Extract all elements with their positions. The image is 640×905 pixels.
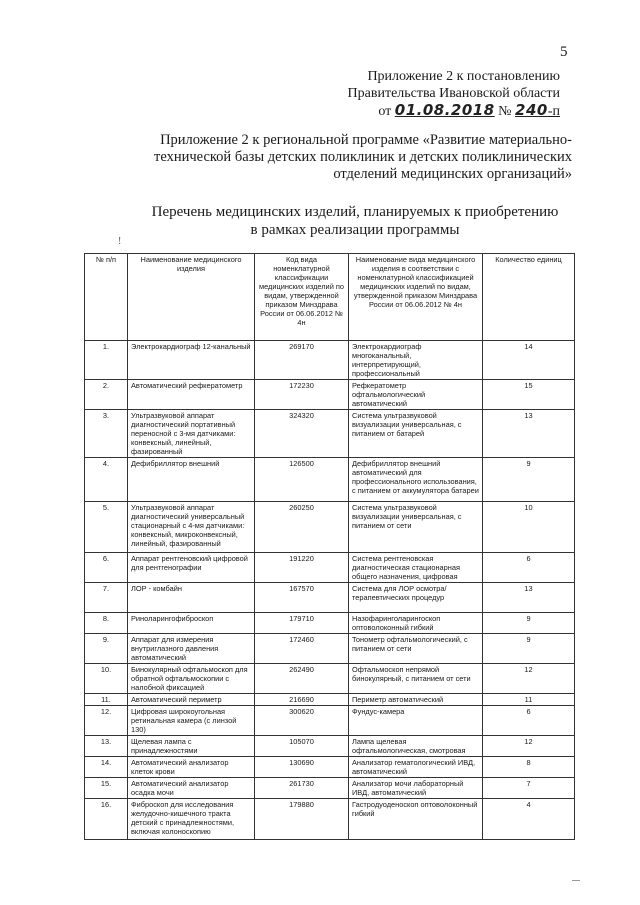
table-row (85, 706, 575, 736)
program-heading: Приложение 2 к региональной программе «Развитие материально-технической базы детских поликлиник и детских поликлинических отделений медицинских организаций» (154, 132, 572, 182)
row-number: 11. (85, 694, 128, 706)
classification-code: 324320 (255, 410, 349, 458)
device-type: Анализатор мочи лабораторный ИВД, автоматический (349, 778, 483, 799)
device-name: Бинокулярный офтальмоскоп для обратной офтальмоскопии с налобной фиксацией (128, 664, 255, 694)
corner-mark (572, 880, 580, 881)
header-type: Наименование вида медицинского изделия в соответствии с номенклатурной классификацией медицинских изделий по видам, утвержденной приказом Минздрава России от 06.06.2012 № 4н (349, 254, 483, 341)
quantity: 11 (483, 694, 575, 706)
classification-code: 179710 (255, 613, 349, 634)
device-name: Электрокардиограф 12-канальный (128, 341, 255, 380)
page-number: 5 (560, 44, 568, 60)
row-number: 6. (85, 553, 128, 583)
device-name: Автоматический периметр (128, 694, 255, 706)
table-header-row (85, 254, 575, 341)
device-name: Аппарат для измерения внутриглазного давления автоматический (128, 634, 255, 664)
row-number: 9. (85, 634, 128, 664)
classification-code: 179880 (255, 799, 349, 840)
device-name: Дефибриллятор внешний (128, 458, 255, 502)
device-name: Автоматический анализатор осадка мочи (128, 778, 255, 799)
quantity: 13 (483, 410, 575, 458)
quantity: 7 (483, 778, 575, 799)
row-number: 5. (85, 502, 128, 553)
row-number: 2. (85, 380, 128, 410)
table-row (85, 634, 575, 664)
table-row (85, 380, 575, 410)
from-label: от (378, 104, 392, 119)
classification-code: 172460 (255, 634, 349, 664)
row-number: 15. (85, 778, 128, 799)
quantity: 9 (483, 634, 575, 664)
classification-code: 105070 (255, 736, 349, 757)
classification-code: 261730 (255, 778, 349, 799)
table-body (85, 341, 575, 840)
header-qty: Количество единиц (483, 254, 575, 341)
appendix-header-line1: Приложение 2 к постановлению (367, 69, 560, 84)
device-type: Офтальмоскоп непрямой бинокулярный, с питанием от сети (349, 664, 483, 694)
device-type: Лампа щелевая офтальмологическая, смотровая (349, 736, 483, 757)
device-type: Рефкератометр офтальмологический автоматический (349, 380, 483, 410)
device-name: Ультразвуковой аппарат диагностический универсальный стационарный с 4-мя датчиками: конвексный, микроконвексный, линейный, фазированный (128, 502, 255, 553)
device-type: Дефибриллятор внешний автоматический для профессионального использования, с питанием от аккумулятора батареи (349, 458, 483, 502)
number-label: № (498, 104, 512, 119)
device-name: Автоматический рефкератометр (128, 380, 255, 410)
classification-code: 216690 (255, 694, 349, 706)
device-type: Анализатор гематологический ИВД, автоматический (349, 757, 483, 778)
table-row (85, 341, 575, 380)
row-number: 10. (85, 664, 128, 694)
device-type: Фундус-камера (349, 706, 483, 736)
device-type: Тонометр офтальмологический, с питанием от сети (349, 634, 483, 664)
row-number: 3. (85, 410, 128, 458)
appendix-header-date-number (378, 102, 560, 120)
classification-code: 126500 (255, 458, 349, 502)
classification-code: 191220 (255, 553, 349, 583)
classification-code: 172230 (255, 380, 349, 410)
device-name: Автоматический анализатор клеток крови (128, 757, 255, 778)
device-type: Система ультразвуковой визуализации универсальная, с питанием от батарей (349, 410, 483, 458)
handwritten-number: 240 (515, 101, 548, 119)
header-name: Наименование медицинского изделия (128, 254, 255, 341)
device-name: Аппарат рентгеновский цифровой для рентгенографии (128, 553, 255, 583)
quantity: 6 (483, 706, 575, 736)
quantity: 10 (483, 502, 575, 553)
row-number: 13. (85, 736, 128, 757)
classification-code: 300620 (255, 706, 349, 736)
table-row (85, 410, 575, 458)
table-row (85, 778, 575, 799)
device-type: Гастродуоденоскоп оптоволоконный гибкий (349, 799, 483, 840)
row-number: 8. (85, 613, 128, 634)
row-number: 4. (85, 458, 128, 502)
table-row (85, 694, 575, 706)
table-row (85, 799, 575, 840)
table-row (85, 757, 575, 778)
device-type: Система ультразвуковой визуализации универсальная, с питанием от сети (349, 502, 483, 553)
quantity: 15 (483, 380, 575, 410)
classification-code: 130690 (255, 757, 349, 778)
row-number: 1. (85, 341, 128, 380)
table-row (85, 583, 575, 613)
quantity: 14 (483, 341, 575, 380)
device-type: Система для ЛОР осмотра/терапевтических процедур (349, 583, 483, 613)
table-row (85, 736, 575, 757)
row-number: 14. (85, 757, 128, 778)
device-name: Фиброскоп для исследования желудочно-кишечного тракта детский с принадлежностями, включая колоноскопию (128, 799, 255, 840)
classification-code: 167570 (255, 583, 349, 613)
row-number: 12. (85, 706, 128, 736)
device-type: Система рентгеновская диагностическая стационарная общего назначения, цифровая (349, 553, 483, 583)
device-type: Электрокардиограф многоканальный, интерпретирующий, профессиональный (349, 341, 483, 380)
classification-code: 269170 (255, 341, 349, 380)
device-name: Цифровая широкоугольная ретинальная камера (с линзой 130) (128, 706, 255, 736)
table-row (85, 458, 575, 502)
appendix-header-line2: Правительства Ивановской области (347, 86, 560, 101)
device-type: Назофаринголарингоскоп оптоволоконный гибкий (349, 613, 483, 634)
list-title: Перечень медицинских изделий, планируемых к приобретению в рамках реализации программы (151, 204, 559, 238)
equipment-table (84, 253, 575, 840)
quantity: 12 (483, 736, 575, 757)
device-name: ЛОР - комбайн (128, 583, 255, 613)
row-number: 7. (85, 583, 128, 613)
row-number: 16. (85, 799, 128, 840)
quantity: 9 (483, 458, 575, 502)
quantity: 9 (483, 613, 575, 634)
quantity: 8 (483, 757, 575, 778)
stray-mark: ! (118, 236, 122, 247)
device-name: Щелевая лампа с принадлежностями (128, 736, 255, 757)
classification-code: 260250 (255, 502, 349, 553)
quantity: 12 (483, 664, 575, 694)
device-name: Риноларингофиброскоп (128, 613, 255, 634)
device-name: Ультразвуковой аппарат диагностический портативный переносной с 3-мя датчиками: конвексный, линейный, фазированный (128, 410, 255, 458)
table-row (85, 613, 575, 634)
handwritten-date: 01.08.2018 (394, 101, 495, 119)
quantity: 6 (483, 553, 575, 583)
device-type: Периметр автоматический (349, 694, 483, 706)
header-num: № п/п (85, 254, 128, 341)
number-suffix: -п (547, 104, 560, 119)
table-row (85, 502, 575, 553)
table-row (85, 553, 575, 583)
classification-code: 262490 (255, 664, 349, 694)
header-code: Код вида номенклатурной классификации медицинских изделий по видам, утвержденной приказом Минздрава России от 06.06.2012 № 4н (255, 254, 349, 341)
quantity: 13 (483, 583, 575, 613)
quantity: 4 (483, 799, 575, 840)
table-row (85, 664, 575, 694)
